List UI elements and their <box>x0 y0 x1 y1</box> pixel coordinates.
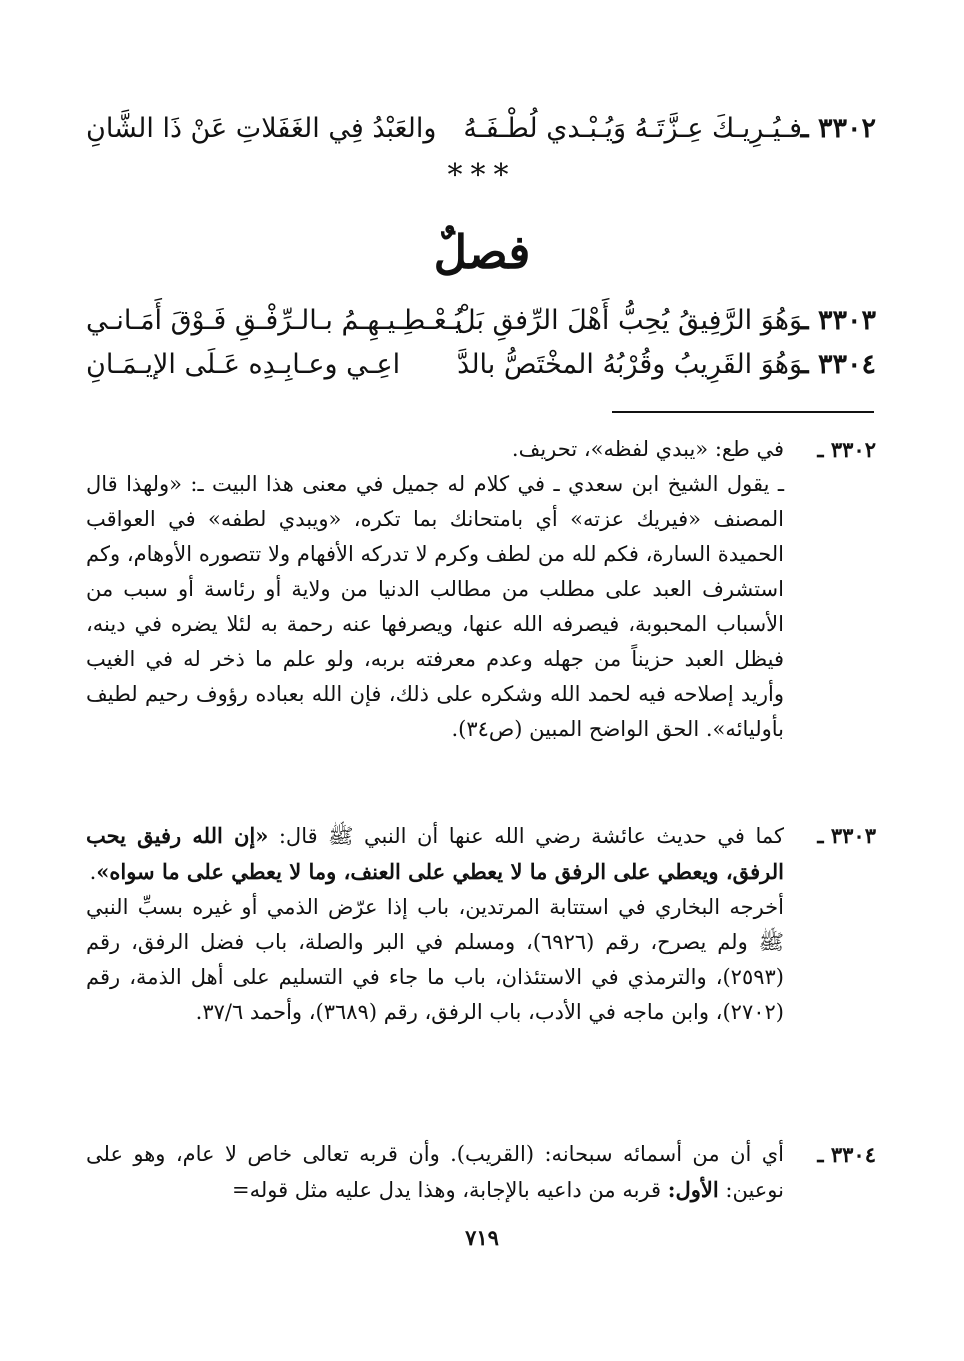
footnote-text: أي أن من أسمائه سبحانه: (القريب). وأن قربه تعالى خاص لا عام، وهو على نوعين: <box>86 1142 784 1202</box>
footnote-text: قربه من داعيه بالإجابة، وهذا يدل عليه مثل قوله= <box>231 1178 668 1202</box>
section-separator-stars: *** <box>447 158 517 193</box>
footnote-text: كما في حديث عائشة رضي الله عنها أن النبي ﷺ قال: <box>268 824 785 848</box>
footnote-paragraph <box>86 467 784 747</box>
verse-number: ٣٣٠٢ ـ <box>800 113 876 144</box>
verse-first-hemistich: وَهُوَ القَرِيبُ وقُرْبُهُ المخْتَصُّ بالدَّ <box>457 349 802 380</box>
footnote-bold-text: الأول: <box>667 1177 719 1202</box>
page-number: ٧١٩ <box>465 1225 499 1250</box>
footnote-text: في طع: «يبدي لفظه»، تحريف. <box>511 437 784 461</box>
verse-3303 <box>86 301 876 341</box>
verse-second-hemistich: يُـعْـطِـيـهِـمُ بـالـرِّفْـقِ فَـوْقَ أَمَـانـي <box>86 305 463 336</box>
footnote-number: ٣٣٠٢ ـ <box>817 437 876 462</box>
section-title: فصلٌ <box>433 225 531 279</box>
verse-second-hemistich: اعِـي وعـابِـدِه عَـلَى الإيـمَـانِ <box>86 349 401 380</box>
footnote-3302 <box>86 432 876 747</box>
footnote-number: ٣٣٠٣ ـ <box>817 823 876 848</box>
footnote-body <box>86 818 784 1030</box>
verse-3302 <box>86 109 876 149</box>
footnote-body <box>86 432 784 747</box>
footnote-text: أخرجه البخاري في استتابة المرتدين، باب إذا عرّض الذمي أو غيره بسبِّ النبي ﷺ ولم يصرح، رقم (٦٩٢٦)، ومسلم في البر والصلة، باب فضل الرفق، رقم (٢٥٩٣)، والترمذي في الاستئذان، باب ما جاء في التسليم على أهل الذمة، رقم (٢٧٠٢)، وابن ماجه في الأدب، باب الرفق، رقم (٣٦٨٩)، وأحمد ٣٧/٦. <box>86 895 784 1024</box>
footnote-paragraph <box>86 1137 784 1208</box>
verse-first-hemistich: فـيُـرِيـكَ عِـزَّتَـهُ وَيُـبْـدي لُطْـفَـهُ <box>463 113 802 144</box>
footnote-bold-text: «إن الله رفيق يحب الرفق، ويعطي على الرفق ما لا يعطي على العنف، وما لا يعطي على ما سواه» <box>86 823 784 884</box>
footnote-body <box>86 1137 784 1208</box>
footnote-text: ـ يقول الشيخ ابن سعدي ـ في كلام له جميل في معنى هذا البيت ـ: «ولهذا قال المصنف «فيريك عزته» أي بامتحانك بما تكره، «ويبدي لطفه» في العواقب الحميدة السارة، فكم لله من لطف وكرم لا تدركه الأفهام ولا تتصوره الأوهام، وكم استشرف العبد على مطلب من مطالب الدنيا من ولاية أو رئاسة أو سبب من الأسباب المحبوبة، فيصرفه الله عنها، ويصرفها عنه رحمة به لئلا يضره في دينه، فيظل العبد حزيناً من جهله وعدم معرفته بربه، ولو علم ما ذخر له في الغيب وأريد إصلاحه فيه لحمد الله وشكره على ذلك، فإن الله بعباده رؤوف رحيم لطيف بأوليائه». الحق الواضح المبين (ص٣٤). <box>86 472 784 741</box>
footnote-number: ٣٣٠٤ ـ <box>817 1142 876 1167</box>
footnote-divider <box>612 411 874 413</box>
verse-first-hemistich: وَهُوَ الرَّفِيقُ يُحِبُّ أَهْلَ الرِّفقِ بَلْ <box>456 305 802 336</box>
verse-number: ٣٣٠٣ ـ <box>800 305 876 336</box>
verse-number: ٣٣٠٤ ـ <box>800 349 876 380</box>
verse-second-hemistich: والعَبْدُ فِي الغَفَلاتِ عَنْ ذَا الشَّانِ <box>86 113 437 144</box>
footnote-3304 <box>86 1137 876 1208</box>
footnote-paragraph <box>86 432 784 467</box>
footnote-3303 <box>86 818 876 1030</box>
footnote-paragraph <box>86 890 784 1030</box>
verse-3304 <box>86 345 876 385</box>
footnote-text: . <box>89 860 97 884</box>
footnote-paragraph <box>86 818 784 890</box>
